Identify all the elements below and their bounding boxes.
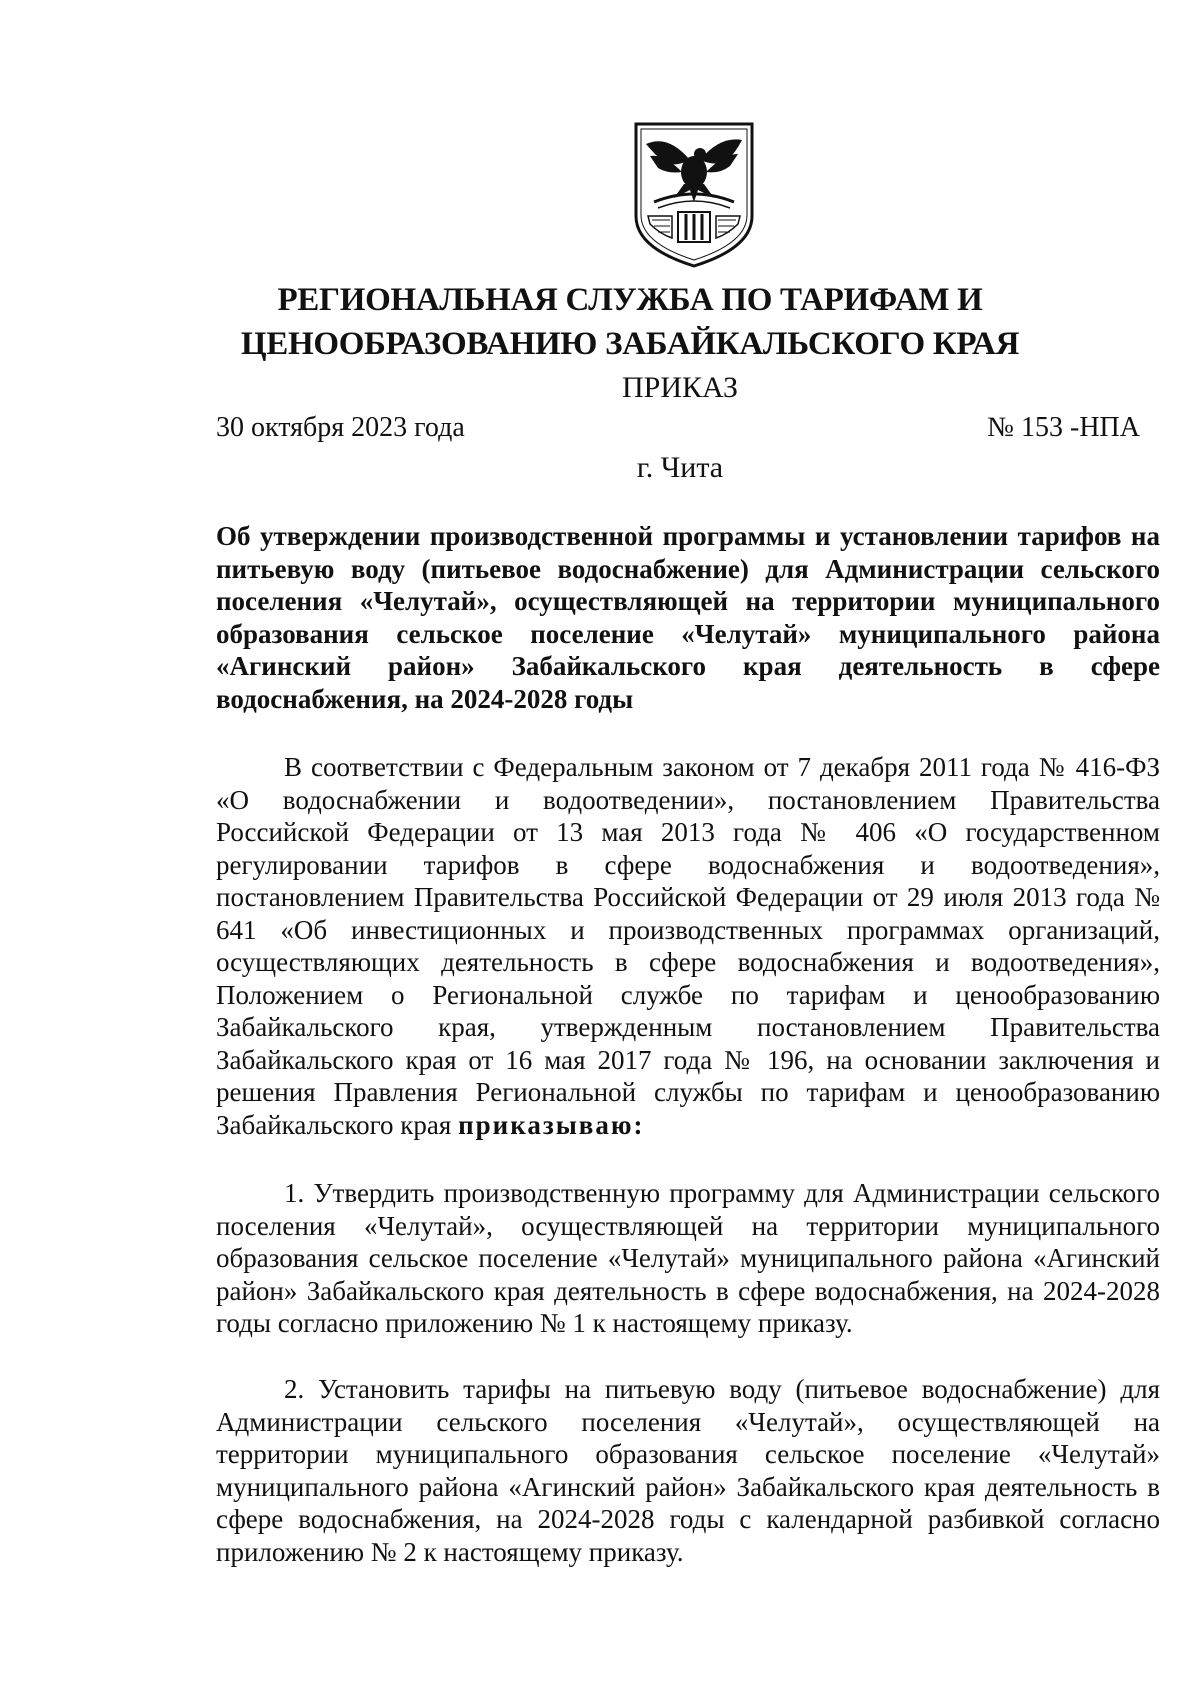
document-date: 30 октября 2023 года bbox=[216, 412, 465, 443]
document-type: ПРИКАЗ bbox=[622, 371, 738, 404]
preamble-text: В соответствии с Федеральным законом от 7 декабря 2011 года № 416-ФЗ «О водоснабжении и водоотведении», постановлением Правительства Российской Федерации от 13 мая 2013 года № 406 «О государственном регулировании тарифов в сфере водоснабжения и водоотведения», постановлением Правительства Российской Федерации от 29 июля 2013 года № 641 «Об инвестиционных и производственных программах организаций, осуществляющих деятельность в сфере водоснабжения и водоотведения», Положением о Региональной службе по тарифам и ценообразованию Забайкальского края, утвержденным постановлением Правительства Забайкальского края от 16 мая 2017 года № 196, на основании заключения и решения Правления Региональной службы по тарифам и ценообразованию Забайкальского края bbox=[216, 752, 1160, 1140]
order-item-2: 2. Установить тарифы на питьевую воду (питьевое водоснабжение) для Администрации сельского поселения «Челутай», осуществляющей на территории муниципального образования сельское поселение «Челутай» муниципального района «Агинский район» Забайкальского края деятельность в сфере водоснабжения, на 2024-2028 годы с календарной разбивкой согласно приложению № 2 к настоящему приказу. bbox=[216, 1374, 1160, 1567]
coat-of-arms-icon bbox=[628, 120, 760, 270]
document-city: г. Чита bbox=[636, 451, 724, 484]
order-verb: приказываю: bbox=[458, 1109, 645, 1140]
document-number: № 153 -НПА bbox=[987, 412, 1140, 443]
order-item-1: 1. Утвердить производственную программу для Администрации сельского поселения «Челутай», осуществляющей на территории муниципального образования сельское поселение «Челутай» муниципального района «Агинский район» Забайкальского края деятельность в сфере водоснабжения, на 2024-2028 годы согласно приложению № 1 к настоящему приказу. bbox=[216, 1178, 1160, 1338]
agency-name-line1: РЕГИОНАЛЬНАЯ СЛУЖБА ПО ТАРИФАМ И bbox=[277, 282, 983, 318]
agency-name-line2: ЦЕНООБРАЗОВАНИЮ ЗАБАЙКАЛЬСКОГО КРАЯ bbox=[240, 326, 1020, 362]
preamble-paragraph bbox=[216, 751, 1160, 1141]
document-subject: Об утверждении производственной программы и установлении тарифов на питьевую воду (питьевое водоснабжение) для Администрации сельского поселения «Челутай», осуществляющей на территории муниципального образования сельское поселение «Челутай» муниципального района «Агинский район» Забайкальского края деятельность в сфере водоснабжения, на 2024-2028 годы bbox=[216, 521, 1160, 714]
